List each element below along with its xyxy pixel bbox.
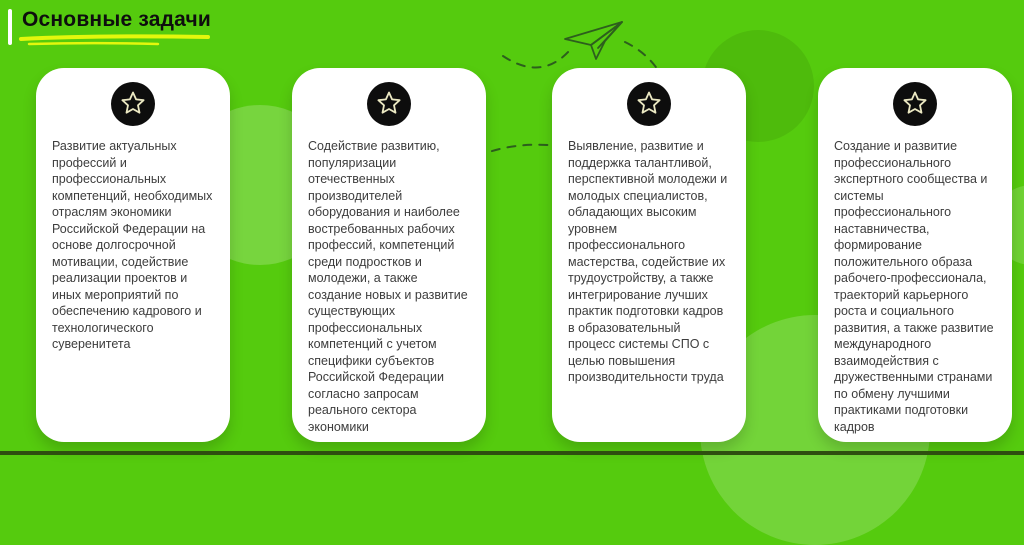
paper-plane-icon (565, 22, 622, 59)
task-card-text: Содействие развитию, популяризации отечественных производителей оборудования и наиболее востребованных рабочих профессий, компетенций среди подростков и молодежи, а также создание новых и развитие существующих профессиональных компетенций с учетом специфики субъектов Российской Федерации согласно запросам реального сектора экономики (308, 139, 468, 434)
task-card-1 (36, 68, 230, 442)
task-card-2 (292, 68, 486, 442)
yellow-underline-scribble (0, 0, 260, 55)
star-icon (367, 82, 411, 126)
task-card-4 (818, 68, 1012, 442)
task-card-text: Выявление, развитие и поддержка талантливой, перспективной молодежи и молодых специалистов, обладающих высоким уровнем профессионального мастерства, содействие их трудоустройству, а также интегрирование лучших практик подготовки кадров в образовательный процесс системы СПО с целью повышения производительности труда (568, 139, 728, 384)
bottom-edge-bar (0, 451, 1024, 455)
page-title: Основные задачи (22, 8, 211, 31)
star-icon (893, 82, 937, 126)
task-card-text: Создание и развитие профессионального экспертного сообщества и системы профессионального наставничества, формирование положительного образа рабочего-профессионала, траекторий карьерного роста и социального развития, а также развитие международного взаимодействия с дружественными странами по обмену лучшими практиками подготовки кадров (834, 139, 994, 434)
star-icon (111, 82, 155, 126)
task-card-text: Развитие актуальных профессий и профессиональных компетенций, необходимых отраслям экономики Российской Федерации на основе долгосрочной мотивации, содействие реализации проектов и иных мероприятий по обеспечению кадрового и технологического суверенитета (52, 139, 213, 351)
task-card-3 (552, 68, 746, 442)
star-icon (627, 82, 671, 126)
